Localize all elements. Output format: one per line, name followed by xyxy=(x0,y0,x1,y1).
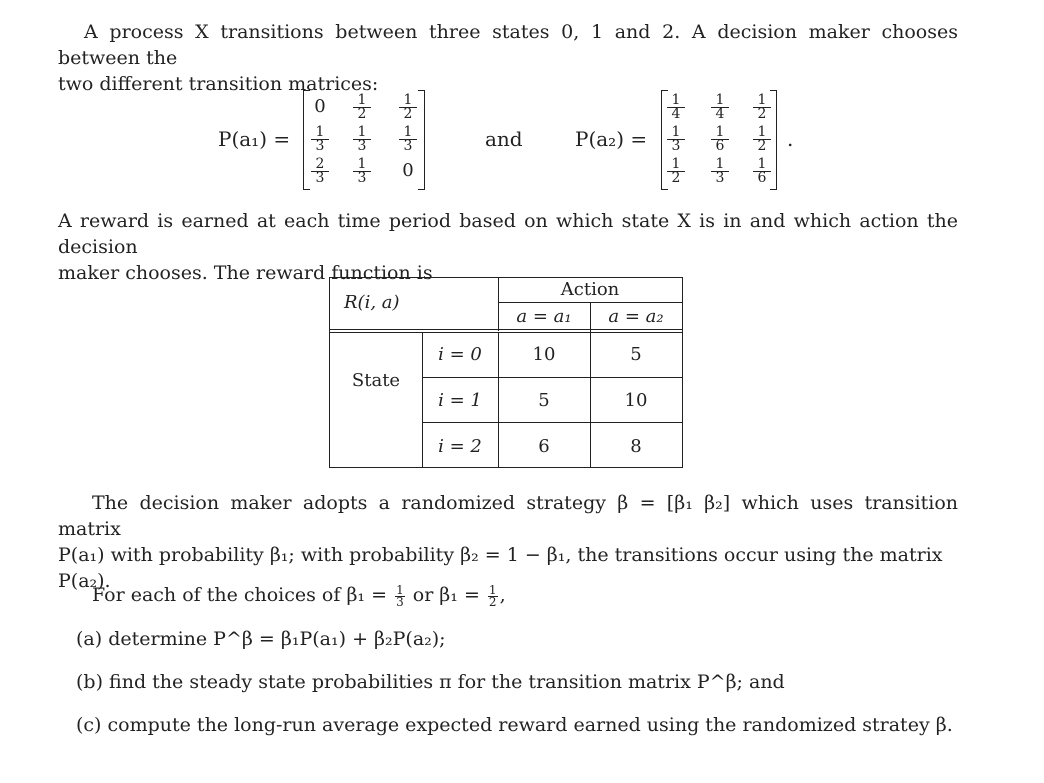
frac2-numerator: 1 xyxy=(488,582,497,597)
col-header-a2: a = a₂ xyxy=(608,306,664,327)
frac1-numerator: 1 xyxy=(396,582,404,597)
cell-2-a2: 8 xyxy=(630,436,642,457)
strategy-line-3: P(a₂). xyxy=(58,570,111,592)
p1-cell-0-2: $\frac{1}{2}$ xyxy=(393,94,423,121)
p1-cell-1-2: $\frac{1}{3}$ xyxy=(393,126,423,153)
reward-intro-line-2: maker chooses. The reward function is xyxy=(58,262,433,284)
strategy-paragraph xyxy=(58,490,958,594)
task-label-b: (b) xyxy=(76,671,103,693)
p2-cell-2-2: $\frac{1}{6}$ xyxy=(747,158,777,185)
task-label-a: (a) xyxy=(76,628,103,650)
row-state-0: i = 0 xyxy=(438,344,482,365)
p1-cell-1-1: $\frac{1}{3}$ xyxy=(347,126,377,153)
choices-text-a: For each of the choices of β₁ = xyxy=(92,584,388,606)
and-word: and xyxy=(485,127,523,151)
row-state-2: i = 2 xyxy=(438,436,482,457)
matrix-period: . xyxy=(787,127,794,151)
p1-cell-2-2: 0 xyxy=(402,160,414,181)
cell-1-a2: 10 xyxy=(624,390,648,411)
task-item-b xyxy=(76,671,785,693)
strategy-line-1: The decision maker adopts a randomized strategy β = [β₁ β₂] which uses transition matrix xyxy=(58,492,958,540)
p1-cell-0-1: $\frac{1}{2}$ xyxy=(347,94,377,121)
intro-line-2: two different transition matrices: xyxy=(58,73,379,95)
task-item-c xyxy=(76,714,953,736)
p2-cell-0-2: $\frac{1}{2}$ xyxy=(747,94,777,121)
matrix-p2 xyxy=(661,90,777,190)
task-text-b: find the steady state probabilities π for the transition matrix P^β; and xyxy=(109,671,785,693)
p1-cell-2-1: $\frac{1}{3}$ xyxy=(347,158,377,185)
cell-2-a1: 6 xyxy=(538,436,550,457)
p2-cell-1-2: $\frac{1}{2}$ xyxy=(747,126,777,153)
frac1-denominator: 3 xyxy=(396,594,404,609)
p2-cell-0-1: $\frac{1}{4}$ xyxy=(705,94,735,121)
frac2-denominator: 2 xyxy=(488,594,497,609)
p2-cell-1-0: $\frac{1}{3}$ xyxy=(661,126,691,153)
p2-cell-2-0: $\frac{1}{2}$ xyxy=(661,158,691,185)
p2-cell-1-1: $\frac{1}{6}$ xyxy=(705,126,735,153)
col-header-a1: a = a₁ xyxy=(516,306,572,327)
task-label-c: (c) xyxy=(76,714,102,736)
task-item-a xyxy=(76,628,446,650)
matrix-p1-label: P(a₁) = xyxy=(218,127,291,151)
cell-0-a2: 5 xyxy=(630,344,642,365)
task-text-a: determine P^β = β₁P(a₁) + β₂P(a₂); xyxy=(108,628,446,650)
task-text-c: compute the long-run average expected reward earned using the randomized stratey β. xyxy=(107,714,953,736)
p1-cell-1-0: $\frac{1}{3}$ xyxy=(305,126,335,153)
matrix-p1 xyxy=(303,90,425,190)
reward-intro-line-1: A reward is earned at each time period based on which state X is in and which action the decision xyxy=(58,210,958,258)
matrix-p2-label: P(a₂) = xyxy=(575,127,648,151)
reward-table xyxy=(329,277,683,468)
choices-text-c: , xyxy=(499,584,506,606)
p2-cell-2-1: $\frac{1}{3}$ xyxy=(705,158,735,185)
intro-line-1: A process X transitions between three states 0, 1 and 2. A decision maker chooses between the xyxy=(58,21,958,69)
cell-1-a1: 5 xyxy=(538,390,550,411)
p1-cell-0-0: 0 xyxy=(314,96,326,117)
choices-text-b: or β₁ = xyxy=(412,584,480,606)
action-header: Action xyxy=(560,279,620,300)
row-state-1: i = 1 xyxy=(438,390,482,411)
cell-0-a1: 10 xyxy=(532,344,556,365)
table-corner-label: R(i, a) xyxy=(344,292,400,313)
intro-paragraph xyxy=(58,19,958,97)
reward-intro-paragraph xyxy=(58,208,958,286)
choices-line xyxy=(92,584,506,608)
fraction-one-third xyxy=(395,582,405,609)
fraction-one-half xyxy=(488,582,498,609)
p2-cell-0-0: $\frac{1}{4}$ xyxy=(661,94,691,121)
strategy-line-2: P(a₁) with probability β₁; with probability β₂ = 1 − β₁, the transitions occur using the matrix xyxy=(58,544,943,566)
state-label: State xyxy=(351,370,401,391)
p1-cell-2-0: $\frac{2}{3}$ xyxy=(305,158,335,185)
